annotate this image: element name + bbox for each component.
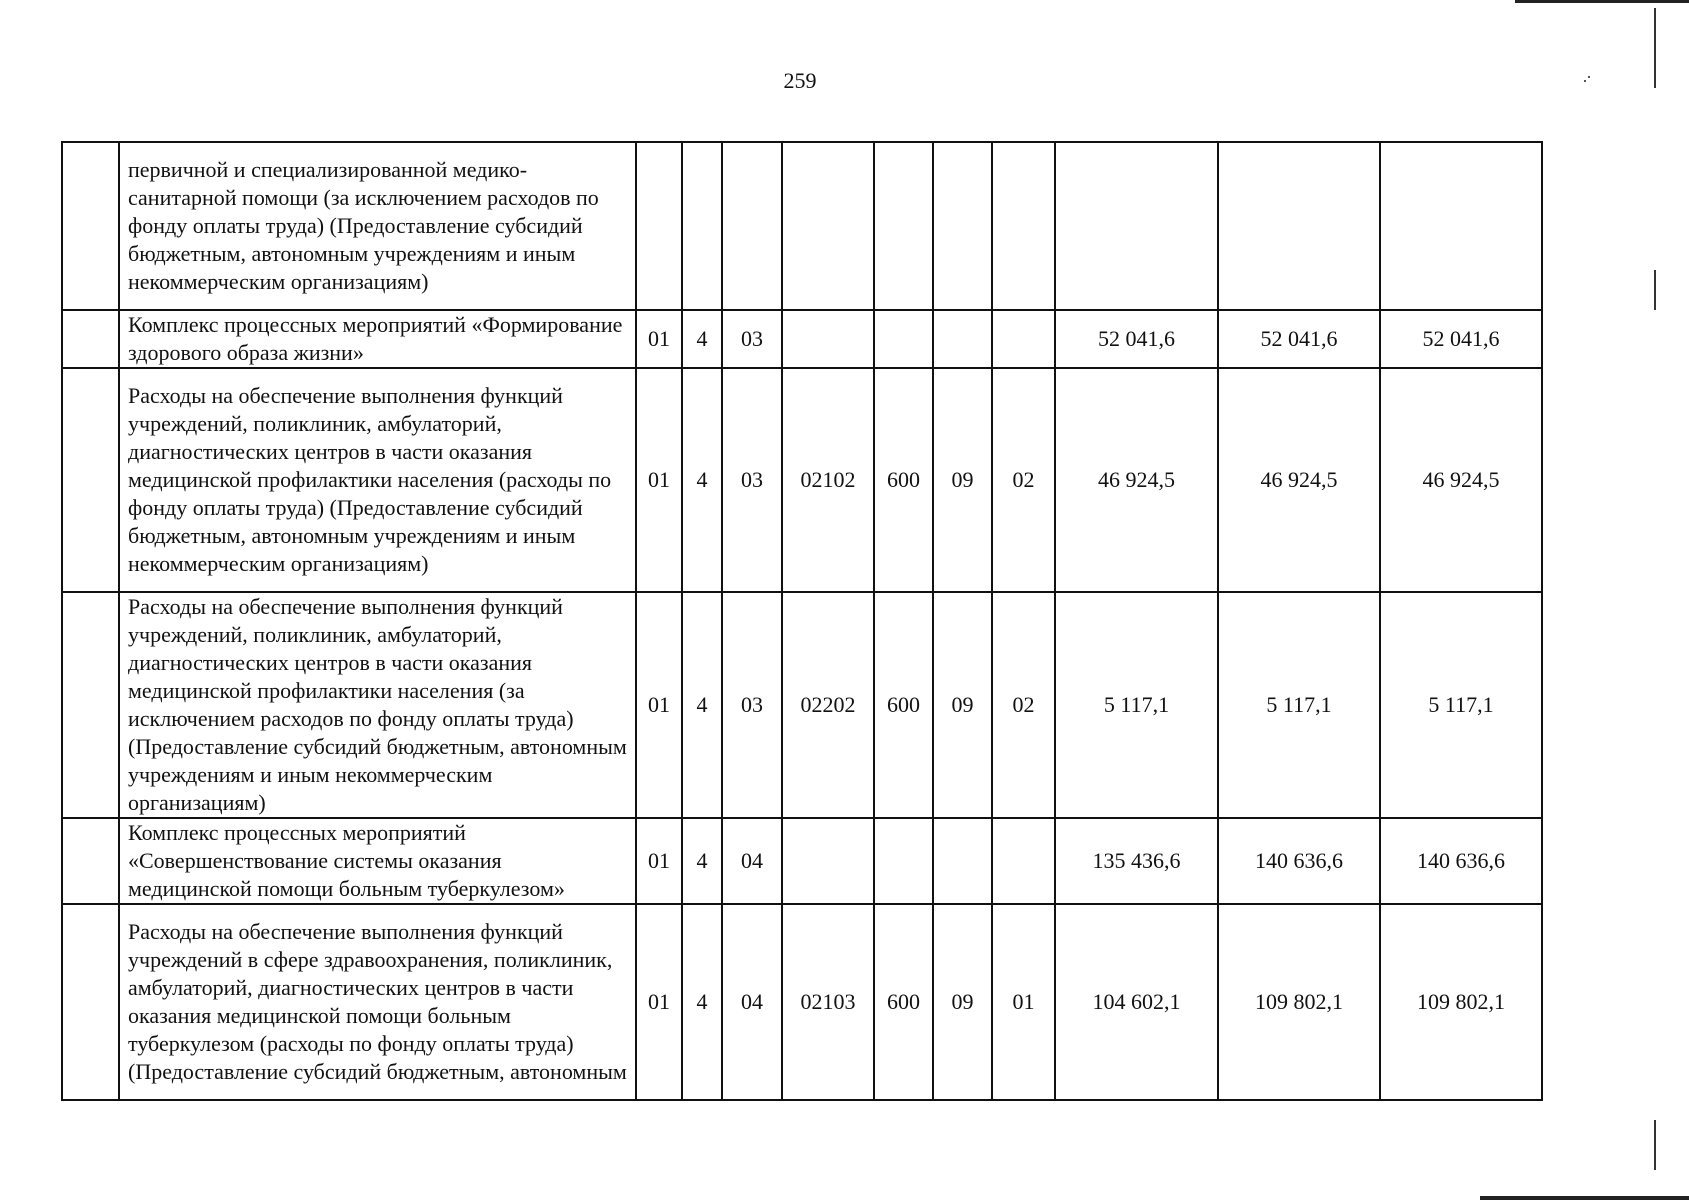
- row-number-cell: [62, 310, 119, 368]
- code-cell: 4: [682, 904, 722, 1100]
- scan-edge-mark: [1654, 8, 1656, 88]
- row-number-cell: [62, 142, 119, 310]
- code-cell: 01: [636, 818, 682, 904]
- code-cell: 09: [933, 592, 992, 818]
- amount-cell: 5 117,1: [1218, 592, 1380, 818]
- code-cell: 02103: [782, 904, 874, 1100]
- code-cell: 01: [636, 592, 682, 818]
- code-cell: 600: [874, 592, 933, 818]
- code-cell: 600: [874, 904, 933, 1100]
- code-cell: 02: [992, 592, 1055, 818]
- table-row: [62, 904, 1542, 1100]
- code-cell: 03: [722, 592, 782, 818]
- description-cell: первичной и специализированной медико-санитарной помощи (за исключением расходов по фонду оплаты труда) (Предоставление субсидий бюджетным, автономным учреждениям и иным некоммерческим организациям): [119, 142, 636, 310]
- code-cell: 09: [933, 368, 992, 592]
- amount-cell: 109 802,1: [1218, 904, 1380, 1100]
- description-cell: Комплекс процессных мероприятий «Совершенствование системы оказания медицинской помощи больным туберкулезом»: [119, 818, 636, 904]
- code-cell: 03: [722, 368, 782, 592]
- code-cell: 02: [992, 368, 1055, 592]
- description-cell: Расходы на обеспечение выполнения функций учреждений, поликлиник, амбулаторий, диагностических центров в части оказания медицинской профилактики населения (за исключением расходов по фонду оплаты труда) (Предоставление субсидий бюджетным, автономным учреждениям и иным некоммерческим организациям): [119, 592, 636, 818]
- table-row: [62, 310, 1542, 368]
- description-cell: Расходы на обеспечение выполнения функций учреждений, поликлиник, амбулаторий, диагностических центров в части оказания медицинской профилактики населения (расходы по фонду оплаты труда) (Предоставление субсидий бюджетным, автономным учреждениям и иным некоммерческим организациям): [119, 368, 636, 592]
- description-cell: Комплекс процессных мероприятий «Формирование здорового образа жизни»: [119, 310, 636, 368]
- code-cell: [682, 142, 722, 310]
- code-cell: 4: [682, 818, 722, 904]
- amount-cell: 5 117,1: [1380, 592, 1542, 818]
- code-cell: [992, 818, 1055, 904]
- amount-cell: 140 636,6: [1380, 818, 1542, 904]
- code-cell: 09: [933, 904, 992, 1100]
- amount-cell: 135 436,6: [1055, 818, 1218, 904]
- amount-cell: 52 041,6: [1218, 310, 1380, 368]
- table-row: [62, 142, 1542, 310]
- amount-cell: 109 802,1: [1380, 904, 1542, 1100]
- scan-edge-mark: [1654, 270, 1656, 310]
- description-cell: Расходы на обеспечение выполнения функций учреждений в сфере здравоохранения, поликлиник, амбулаторий, диагностических центров в части оказания медицинской помощи больным туберкулезом (расходы по фонду оплаты труда) (Предоставление субсидий бюджетным, автономным: [119, 904, 636, 1100]
- code-cell: [782, 142, 874, 310]
- code-cell: [933, 310, 992, 368]
- code-cell: 01: [992, 904, 1055, 1100]
- code-cell: 02202: [782, 592, 874, 818]
- code-cell: [782, 818, 874, 904]
- code-cell: [874, 142, 933, 310]
- table-row: [62, 818, 1542, 904]
- scan-bottom-rule: [1480, 1196, 1689, 1200]
- amount-cell: 140 636,6: [1218, 818, 1380, 904]
- scan-top-rule: [1515, 0, 1689, 3]
- code-cell: [933, 818, 992, 904]
- amount-cell: 46 924,5: [1055, 368, 1218, 592]
- code-cell: [722, 142, 782, 310]
- code-cell: [782, 310, 874, 368]
- code-cell: [636, 142, 682, 310]
- amount-cell: [1218, 142, 1380, 310]
- amount-cell: 46 924,5: [1218, 368, 1380, 592]
- row-number-cell: [62, 904, 119, 1100]
- code-cell: [992, 310, 1055, 368]
- code-cell: 4: [682, 592, 722, 818]
- amount-cell: 52 041,6: [1380, 310, 1542, 368]
- amount-cell: 104 602,1: [1055, 904, 1218, 1100]
- amount-cell: 52 041,6: [1055, 310, 1218, 368]
- code-cell: 01: [636, 904, 682, 1100]
- amount-cell: [1380, 142, 1542, 310]
- amount-cell: 46 924,5: [1380, 368, 1542, 592]
- code-cell: [933, 142, 992, 310]
- code-cell: 4: [682, 310, 722, 368]
- code-cell: 02102: [782, 368, 874, 592]
- amount-cell: 5 117,1: [1055, 592, 1218, 818]
- code-cell: [874, 310, 933, 368]
- code-cell: [874, 818, 933, 904]
- code-cell: 04: [722, 818, 782, 904]
- code-cell: 4: [682, 368, 722, 592]
- table-row: [62, 368, 1542, 592]
- code-cell: 600: [874, 368, 933, 592]
- scan-edge-mark: [1654, 1120, 1656, 1170]
- code-cell: 03: [722, 310, 782, 368]
- code-cell: [992, 142, 1055, 310]
- amount-cell: [1055, 142, 1218, 310]
- code-cell: 01: [636, 368, 682, 592]
- row-number-cell: [62, 368, 119, 592]
- row-number-cell: [62, 592, 119, 818]
- page-number: 259: [783, 68, 817, 93]
- code-cell: 01: [636, 310, 682, 368]
- budget-table: [61, 141, 1543, 1101]
- table-row: [62, 592, 1542, 818]
- row-number-cell: [62, 818, 119, 904]
- code-cell: 04: [722, 904, 782, 1100]
